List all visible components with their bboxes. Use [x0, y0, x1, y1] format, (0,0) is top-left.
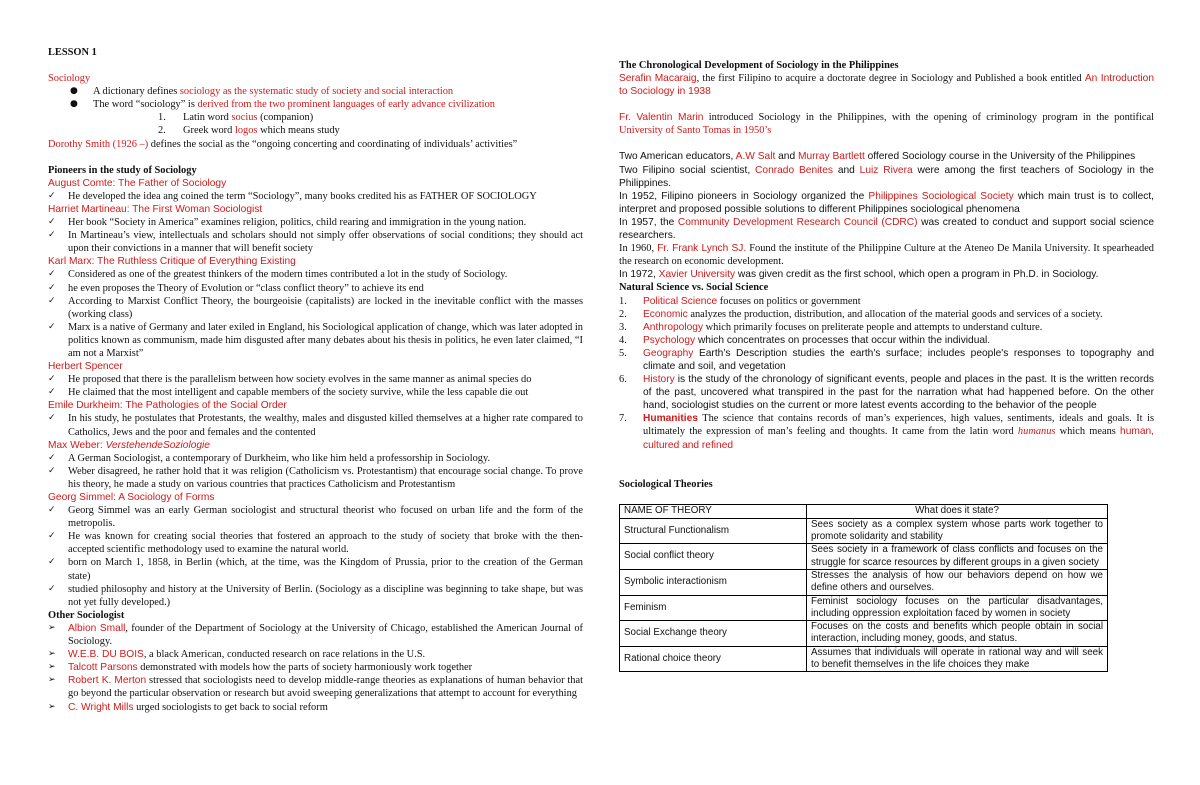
- table-row: [620, 595, 1108, 621]
- list-item: 5. Geography Earth’s Description studies the earth's surface; includes people's responses to topography and climate and soil, and vegetation: [619, 347, 1154, 372]
- list-item: ➢ Albion Small, founder of the Department of Sociology at the University of Chicago, established the American Journal of Sociology.: [48, 622, 584, 648]
- checkmark-icon: ✓: [48, 413, 56, 424]
- theories-table: [619, 504, 1108, 673]
- american-educators-paragraph: Two American educators, A.W Salt and Murray Bartlett offered Sociology course in the University of the Philippines: [619, 151, 1136, 163]
- list-item: ✓ In his study, he postulates that Protestants, the wealthy, males and disgusted killed themselves at a higher rate compared to Catholics, Jews and the poor and females and the contented: [48, 413, 583, 438]
- origin-list: [48, 111, 583, 137]
- theory-name: Symbolic interactionism: [620, 569, 807, 595]
- list-number: 5.: [619, 347, 627, 359]
- checkmark-icon: ✓: [48, 230, 56, 241]
- list-item: 2. Economic analyzes the production, distribution, and allocation of the material goods and services of a society.: [619, 308, 1103, 320]
- theory-description: Feminist sociology focuses on the particular disadvantages, including oppression exploitation faced by women in society: [807, 595, 1108, 621]
- list-item: ✓ Marx is a native of Germany and later exiled in England, his Sociological application of change, which was later adopted in politics known as communism, made him disgusted after many debates about his thesis in politics, he even later claimed, “I am not a Marxist”: [48, 321, 583, 359]
- list-item: 1. Political Science focuses on politics or government: [619, 295, 861, 307]
- checkmark-icon: ✓: [48, 217, 56, 228]
- marin-paragraph: Fr. Valentin Marin introduced Sociology in the Philippines, with the opening of criminology program in the pontifical University of Santo Tomas in 1950’s: [619, 112, 1154, 137]
- pioneer-heading-marx: Karl Marx: The Ruthless Critique of Everything Existing: [48, 256, 296, 268]
- year-1972-paragraph: In 1972, Xavier University was given credit as the first school, which open a program in Ph.D. in Sociology.: [619, 269, 1099, 281]
- arrow-icon: ➢: [48, 622, 56, 633]
- checkmark-icon: ✓: [48, 282, 56, 293]
- table-row: [620, 621, 1108, 647]
- arrow-icon: ➢: [48, 701, 56, 712]
- table-row: [620, 569, 1108, 595]
- list-item: ✓ Her book “Society in America” examines religion, politics, child rearing and immigration in the young nation.: [48, 217, 527, 229]
- year-1957-paragraph: In 1957, the Community Development Research Council (CDRC) was created to conduct and support social science researchers.: [619, 216, 1154, 242]
- pioneer-heading-martineau: Harriet Martineau: The First Woman Sociologist: [48, 203, 263, 215]
- list-item: ➢ C. Wright Mills urged sociologists to get back to social reform: [48, 701, 328, 713]
- checkmark-icon: ✓: [48, 465, 56, 476]
- list-item: ✓ A German Sociologist, a contemporary of Durkheim, who like him held a professorship in Sociology.: [48, 452, 491, 464]
- checkmark-icon: ✓: [48, 387, 56, 398]
- list-number: 1.: [619, 295, 627, 307]
- checkmark-icon: ✓: [48, 583, 56, 594]
- checkmark-icon: ✓: [48, 321, 56, 332]
- list-item: ➢ Robert K. Merton stressed that sociologists need to develop middle-range theories as explanations of human behavior that go beyond the particular observation or research but avoid sweeping generalizations that attempt to account for everything: [48, 675, 583, 700]
- column-header-statement: What does it state?: [807, 504, 1108, 518]
- pioneer-heading-durkheim: Emile Durkheim: The Pathologies of the Social Order: [48, 400, 287, 412]
- lesson-title: LESSON 1: [48, 47, 97, 58]
- pioneer-heading-comte: August Comte: The Father of Sociology: [48, 177, 227, 189]
- checkmark-icon: ✓: [48, 269, 56, 280]
- theory-name: Structural Functionalism: [620, 518, 807, 544]
- column-header-name: NAME OF THEORY: [620, 504, 807, 518]
- list-item: ✓ He developed the idea ang coined the term “Sociology”, many books credited his as FATHER OF SOCIOLOGY: [48, 190, 537, 202]
- checkmark-icon: ✓: [48, 452, 56, 463]
- list-number: 7.: [619, 413, 627, 425]
- list-item: ✓ He proposed that there is the parallelism between how society evolves in the same manner as animal species do: [48, 374, 532, 386]
- list-item: 1. Latin word socius (companion): [158, 112, 314, 124]
- sociology-heading: Sociology: [48, 73, 91, 85]
- pioneers-list: [48, 177, 583, 609]
- filipino-scientists-paragraph: Two Filipino social scientist, Conrado Benites and Luiz Rivera were among the first teachers of Sociology in the Philippines.: [619, 164, 1154, 189]
- list-item: ✓ In Martineau’s view, intellectuals and scholars should not simply offer observations of social conditions; they should act upon their convictions in a manner that will benefit society: [48, 230, 583, 255]
- checkmark-icon: ✓: [48, 531, 56, 542]
- list-item: ✓ Weber disagreed, he rather hold that it was religion (Catholicism vs. Protestantism) that encourage social change. To prove his theory, he made a study on various countries that practices Catholicism and Protestantism: [48, 465, 583, 490]
- bullet-icon: ●: [70, 86, 78, 97]
- list-number: 4.: [619, 334, 627, 346]
- list-item: ● The word “sociology” is derived from the two prominent languages of early advance civilization: [70, 99, 495, 111]
- macaraig-paragraph: Serafin Macaraig, the first Filipino to acquire a doctorate degree in Sociology and Published a book entitled An Introduction to Sociology in 1938: [619, 73, 1155, 98]
- theory-description: Stresses the analysis of how our behaviors depend on how we define others and ourselves.: [807, 569, 1108, 595]
- pioneer-heading-simmel: Georg Simmel: A Sociology of Forms: [48, 492, 215, 503]
- arrow-icon: ➢: [48, 649, 56, 660]
- theory-description: Sees society in a framework of class conflicts and focuses on the struggle for scarce resources by different groups in a given society: [807, 544, 1108, 570]
- list-number: 3.: [619, 321, 627, 333]
- list-item: ✓ He was known for creating social theories that fostered an approach to the study of society that broke with the then-accepted scientific methodology used to examine the natural world.: [48, 531, 583, 556]
- list-item: ➢ W.E.B. DU BOIS, a black American, conducted research on race relations in the U.S.: [48, 649, 426, 661]
- pioneer-heading-weber: Max Weber: VerstehendeSoziologie: [48, 439, 210, 451]
- theory-name: Social Exchange theory: [620, 621, 807, 647]
- sociological-theories-heading: Sociological Theories: [619, 478, 713, 490]
- left-column: [48, 46, 583, 714]
- list-item: ✓ He claimed that the most intelligent and capable members of the society survive, while the less capable die out: [48, 387, 529, 399]
- table-row: [620, 544, 1108, 570]
- list-item: 3. Anthropology which primarily focuses on preliterate people and attempts to understand culture.: [619, 321, 1043, 333]
- theory-name: Feminism: [620, 595, 807, 621]
- list-item: ✓ studied philosophy and history at the University of Berlin. (Sociology as a discipline was beginning to take shape, but was not yet fully developed.): [48, 583, 583, 608]
- dorothy-smith-definition: Dorothy Smith (1926 –) defines the social as the “ongoing concerting and coordinating of individuals’ activities”: [48, 138, 518, 150]
- theory-name: Rational choice theory: [620, 646, 807, 672]
- list-item: ✓ Georg Simmel was an early German sociologist and structural theorist who focused on urban life and the form of the metropolis.: [48, 505, 583, 530]
- list-item: ✓ he even proposes the Theory of Evolution or “class conflict theory” to achieve its end: [48, 282, 424, 294]
- list-number: 6.: [619, 374, 627, 386]
- list-item: 7. Humanities The science that contains records of man’s experiences, high values, sentiments, ideals and goals. It is ultimately the expression of man’s feeling and thoughts. It came from the latin word humanus which means human, cultured and refined: [619, 413, 1155, 451]
- pioneers-heading: Pioneers in the study of Sociology: [48, 164, 197, 176]
- theory-description: Focuses on the costs and benefits which people obtain in social interaction, including money, goods, and status.: [807, 621, 1108, 647]
- theory-description: Sees society as a complex system whose parts work together to promote solidarity and stability: [807, 518, 1108, 544]
- checkmark-icon: ✓: [48, 295, 56, 306]
- list-item: ● A dictionary defines sociology as the systematic study of society and social interaction: [70, 86, 454, 98]
- list-number: 1.: [158, 112, 166, 124]
- list-item: 2. Greek word logos which means study: [158, 125, 340, 137]
- other-sociologist-list: [48, 622, 583, 714]
- list-number: 2.: [619, 308, 627, 320]
- list-item: ➢ Talcott Parsons demonstrated with models how the parts of society harmoniously work together: [48, 662, 473, 674]
- other-sociologist-heading: Other Sociologist: [48, 609, 125, 621]
- theories-table-body: [620, 518, 1108, 672]
- pioneer-heading-spencer: Herbert Spencer: [48, 361, 123, 373]
- right-column: [619, 46, 1154, 672]
- theory-description: Assumes that individuals will operate in rational way and will seek to benefit themselves in the life choices they make: [807, 646, 1108, 672]
- natural-vs-social-heading: Natural Science vs. Social Science: [619, 282, 769, 294]
- checkmark-icon: ✓: [48, 557, 56, 568]
- checkmark-icon: ✓: [48, 190, 56, 201]
- list-item: ✓ According to Marxist Conflict Theory, the bourgeoisie (capitalists) are locked in the inevitable conflict with the masses (working class): [48, 295, 583, 320]
- checkmark-icon: ✓: [48, 505, 56, 516]
- list-item: ✓ Considered as one of the greatest thinkers of the modern times contributed a lot in the study of Sociology.: [48, 269, 508, 281]
- arrow-icon: ➢: [48, 662, 56, 673]
- bullet-icon: ●: [70, 99, 78, 110]
- arrow-icon: ➢: [48, 675, 56, 686]
- theory-name: Social conflict theory: [620, 544, 807, 570]
- list-item: ✓ born on March 1, 1858, in Berlin (which, at the time, was the Kingdom of Prussia, prior to the creation of the German state): [48, 557, 583, 582]
- year-1960-paragraph: In 1960, Fr. Frank Lynch SJ. Found the institute of the Philippine Culture at the Ateneo De Manila University. It spearheaded the research on economic development.: [619, 243, 1154, 268]
- sciences-list: [619, 295, 1154, 413]
- table-row: [620, 518, 1108, 544]
- list-item: 4. Psychology which concentrates on processes that occur within the individual.: [619, 334, 991, 346]
- table-header-row: [620, 504, 1108, 518]
- year-1952-paragraph: In 1952, Filipino pioneers in Sociology organized the Philippines Sociological Society which main trust is to collect, interpret and proposed possible solutions to different Philippines sociological phenomena: [619, 190, 1154, 215]
- checkmark-icon: ✓: [48, 374, 56, 385]
- list-number: 2.: [158, 125, 166, 137]
- table-row: [620, 646, 1108, 672]
- chronology-heading: The Chronological Development of Sociology in the Philippines: [619, 60, 899, 71]
- definition-list: [48, 85, 583, 111]
- list-item: 6. History is the study of the chronology of significant events, people and places in the past. It is the written records of the past, uncovered what transpired in the past for the narration what had happened before. On the other hand, sociologist studies on the current or more latest events according to the behavior of the people: [619, 374, 1154, 412]
